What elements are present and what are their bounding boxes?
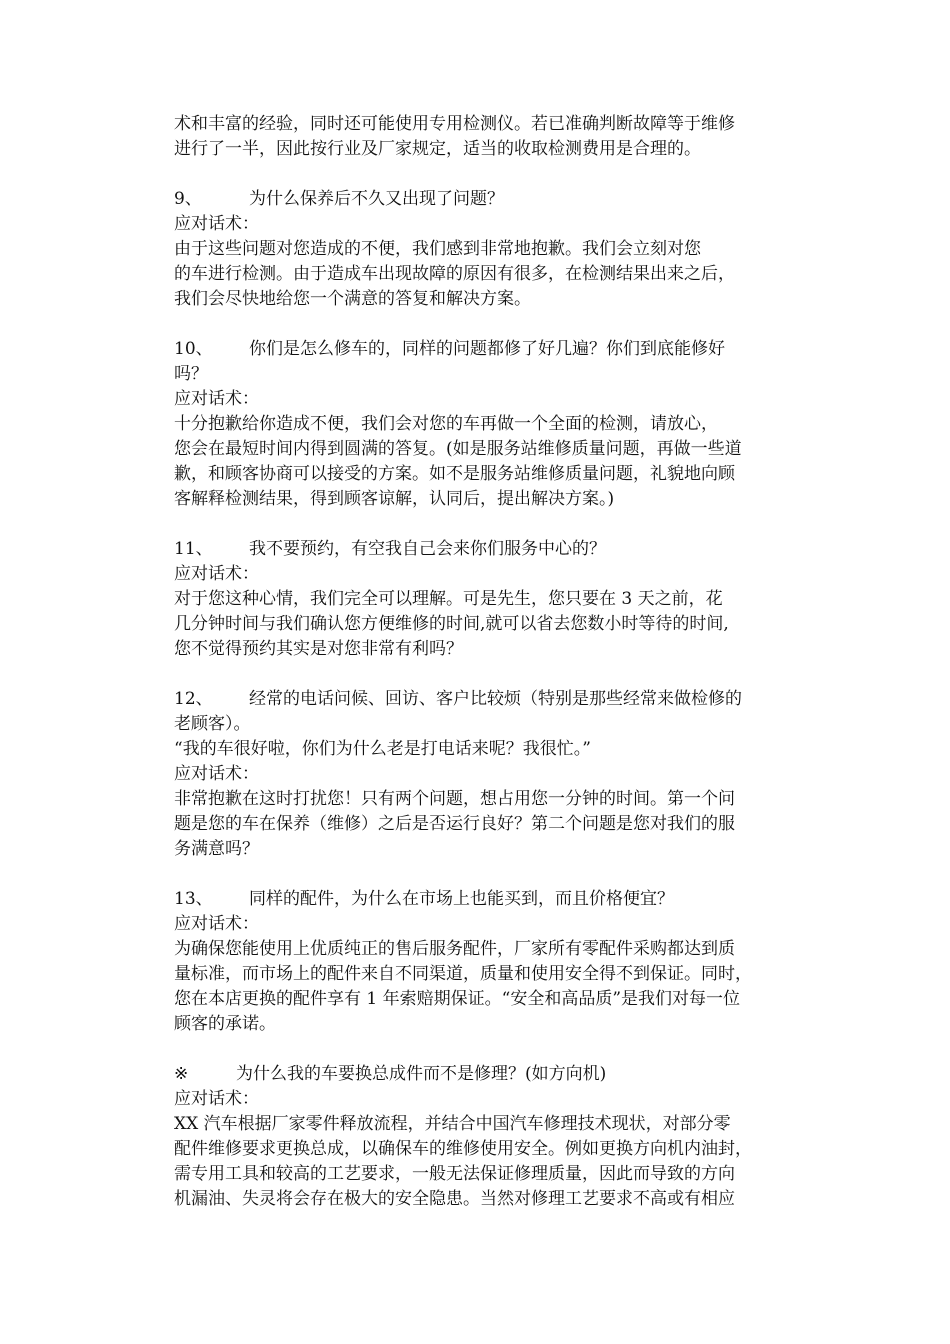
- question-heading: [174, 337, 814, 362]
- question-text-continued: 老顾客）。: [174, 714, 251, 734]
- intro-paragraph: [174, 112, 814, 162]
- intro-line: 进行了一半，因此按行业及厂家规定，适当的收取检测费用是合理的。: [174, 139, 701, 159]
- answer-line: 我们会尽快地给您一个满意的答复和解决方案。: [174, 289, 531, 309]
- question-text: 同样的配件，为什么在市场上也能买到，而且价格便宜？: [249, 889, 674, 909]
- paragraph-gap: [174, 312, 814, 337]
- question-number: 11、: [174, 539, 213, 559]
- question-text: 为什么保养后不久又出现了问题？: [249, 189, 504, 209]
- question-heading: [174, 187, 814, 212]
- question-heading: [174, 687, 814, 712]
- answer-line: 题是您的车在保养（维修）之后是否运行良好？第二个问题是您对我们的服: [174, 814, 735, 834]
- answer-line: 您在本店更换的配件享有 1 年索赔期保证。“安全和高品质”是我们对每一位: [174, 989, 741, 1009]
- question-number: 12、: [174, 689, 213, 709]
- answer-line: 客解释检测结果，得到顾客谅解，认同后，提出解决方案。): [174, 489, 615, 509]
- paragraph-gap: [174, 162, 814, 187]
- question-text: 你们是怎么修车的，同样的问题都修了好几遍？你们到底能修好: [249, 339, 725, 359]
- answer-label: 应对话术：: [174, 564, 259, 584]
- answer-line: 由于这些问题对您造成的不便，我们感到非常地抱歉。我们会立刻对您: [174, 239, 701, 259]
- question-heading: [174, 537, 814, 562]
- answer-label: 应对话术：: [174, 389, 259, 409]
- paragraph-gap: [174, 862, 814, 887]
- paragraph-gap: [174, 512, 814, 537]
- question-heading: [174, 887, 814, 912]
- answer-line: 对于您这种心情，我们完全可以理解。可是先生，您只要在 3 天之前，花: [174, 589, 723, 609]
- paragraph-gap: [174, 662, 814, 687]
- question-number: 9、: [174, 189, 202, 209]
- answer-label: 应对话术：: [174, 764, 259, 784]
- qa-section-assembly: [174, 1062, 814, 1212]
- answer-line: 配件维修要求更换总成，以确保车的维修使用安全。例如更换方向机内油封，: [174, 1139, 752, 1159]
- question-text: 为什么我的车要换总成件而不是修理？(如方向机): [236, 1064, 607, 1084]
- question-number: 13、: [174, 889, 213, 909]
- question-heading: [174, 1062, 814, 1087]
- customer-quote: “我的车很好啦，你们为什么老是打电话来呢？我很忙。”: [174, 739, 591, 759]
- qa-section-13: [174, 887, 814, 1037]
- answer-line: XX 汽车根据厂家零件释放流程，并结合中国汽车修理技术现状，对部分零: [174, 1114, 731, 1134]
- qa-section-11: [174, 537, 814, 662]
- paragraph-gap: [174, 1037, 814, 1062]
- answer-line: 几分钟时间与我们确认您方便维修的时间,就可以省去您数小时等待的时间,: [174, 614, 729, 634]
- answer-line: 歉，和顾客协商可以接受的方案。如不是服务站维修质量问题，礼貌地向顾: [174, 464, 735, 484]
- answer-line: 十分抱歉给你造成不便，我们会对您的车再做一个全面的检测，请放心，: [174, 414, 718, 434]
- question-text: 经常的电话问候、回访、客户比较烦（特别是那些经常来做检修的: [249, 689, 742, 709]
- qa-section-12: [174, 687, 814, 862]
- qa-section-10: [174, 337, 814, 512]
- question-text-continued: 吗？: [174, 364, 208, 384]
- question-text: 我不要预约，有空我自己会来你们服务中心的？: [249, 539, 606, 559]
- answer-line: 非常抱歉在这时打扰您！只有两个问题，想占用您一分钟的时间。第一个问: [174, 789, 735, 809]
- answer-label: 应对话术：: [174, 914, 259, 934]
- answer-line: 务满意吗？: [174, 839, 259, 859]
- qa-section-9: [174, 187, 814, 312]
- answer-label: 应对话术：: [174, 214, 259, 234]
- answer-line: 的车进行检测。由于造成车出现故障的原因有很多，在检测结果出来之后，: [174, 264, 735, 284]
- answer-line: 您不觉得预约其实是对您非常有利吗？: [174, 639, 463, 659]
- intro-line: 术和丰富的经验，同时还可能使用专用检测仪。若已准确判断故障等于维修: [174, 114, 735, 134]
- answer-line: 您会在最短时间内得到圆满的答复。(如是服务站维修质量问题，再做一些道: [174, 439, 742, 459]
- answer-line: 为确保您能使用上优质纯正的售后服务配件，厂家所有零配件采购都达到质: [174, 939, 735, 959]
- answer-line: 顾客的承诺。: [174, 1014, 276, 1034]
- answer-line: 机漏油、失灵将会存在极大的安全隐患。当然对修理工艺要求不高或有相应: [174, 1189, 735, 1209]
- question-number: 10、: [174, 339, 213, 359]
- answer-label: 应对话术：: [174, 1089, 259, 1109]
- answer-line: 量标准，而市场上的配件来自不同渠道，质量和使用安全得不到保证。同时，: [174, 964, 752, 984]
- answer-line: 需专用工具和较高的工艺要求，一般无法保证修理质量，因此而导致的方向: [174, 1164, 735, 1184]
- reference-mark: ※: [174, 1064, 189, 1084]
- document-page: [174, 112, 814, 1212]
